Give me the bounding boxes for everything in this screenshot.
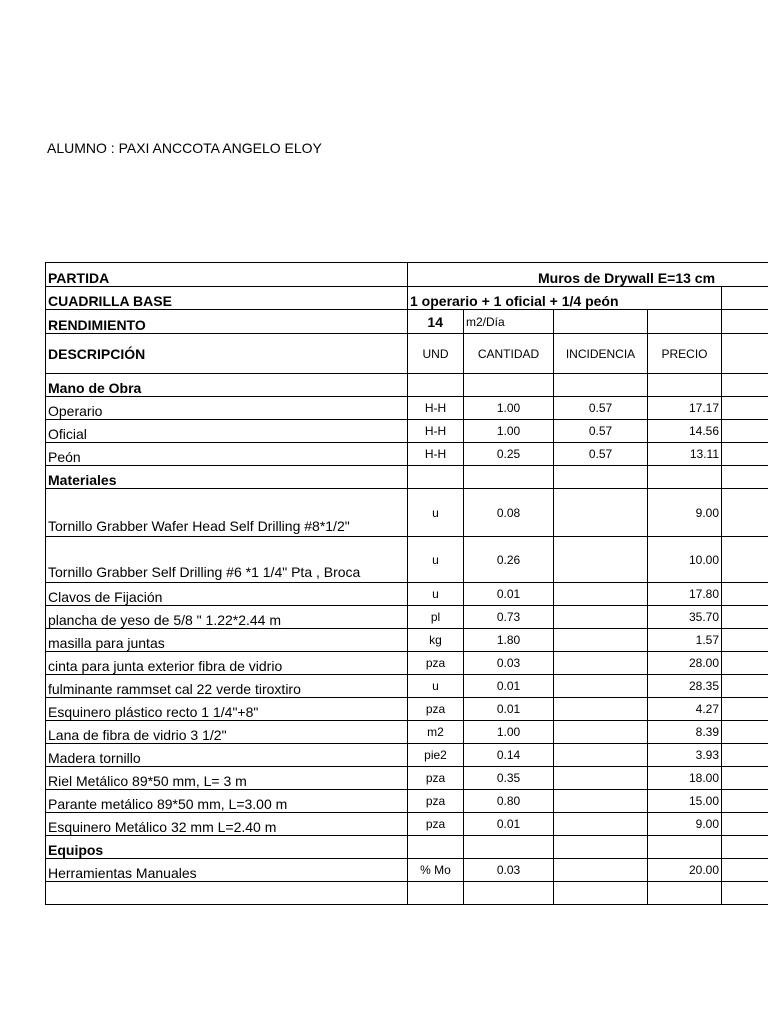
item-price: 17.80 — [648, 583, 722, 606]
item-price: 3.93 — [648, 744, 722, 767]
item-unit: kg — [408, 629, 464, 652]
item-description: Tornillo Grabber Self Drilling #6 *1 1/4" Pta , Broca — [46, 537, 408, 583]
item-incidence — [554, 721, 648, 744]
item-price: 9.00 — [648, 489, 722, 537]
item-incidence: 0.57 — [554, 397, 648, 420]
item-incidence — [554, 790, 648, 813]
item-quantity: 0.73 — [464, 606, 554, 629]
item-price: 28.35 — [648, 675, 722, 698]
section-title: Equipos — [46, 836, 408, 859]
item-quantity: 1.00 — [464, 721, 554, 744]
table-row — [46, 629, 768, 652]
item-unit: u — [408, 675, 464, 698]
item-incidence: 0.57 — [554, 420, 648, 443]
col-und: UND — [408, 334, 464, 374]
item-incidence — [554, 698, 648, 721]
partida-value: Muros de Drywall E=13 cm — [408, 263, 768, 287]
item-description: Oficial — [46, 420, 408, 443]
partida-label: PARTIDA — [46, 263, 408, 287]
col-incidencia: INCIDENCIA — [554, 334, 648, 374]
item-price: 20.00 — [648, 859, 722, 882]
item-quantity: 1.00 — [464, 397, 554, 420]
empty-row — [46, 882, 768, 905]
item-quantity: 0.01 — [464, 675, 554, 698]
item-description: Operario — [46, 397, 408, 420]
item-price: 18.00 — [648, 767, 722, 790]
rendimiento-label: RENDIMIENTO — [46, 310, 408, 334]
item-incidence — [554, 744, 648, 767]
column-header-row — [46, 334, 768, 374]
item-incidence — [554, 813, 648, 836]
item-incidence — [554, 859, 648, 882]
rendimiento-row — [46, 310, 768, 334]
item-incidence — [554, 537, 648, 583]
item-description: Madera tornillo — [46, 744, 408, 767]
table-row — [46, 790, 768, 813]
item-price: 15.00 — [648, 790, 722, 813]
cuadrilla-label: CUADRILLA BASE — [46, 287, 408, 310]
item-unit: pl — [408, 606, 464, 629]
item-price: 8.39 — [648, 721, 722, 744]
item-quantity: 1.00 — [464, 420, 554, 443]
item-quantity: 0.01 — [464, 698, 554, 721]
table-row — [46, 675, 768, 698]
section-title: Materiales — [46, 466, 408, 489]
table-row — [46, 489, 768, 537]
item-description: cinta para junta exterior fibra de vidrio — [46, 652, 408, 675]
item-description: Clavos de Fijación — [46, 583, 408, 606]
item-description: Lana de fibra de vidrio 3 1/2" — [46, 721, 408, 744]
item-unit: H-H — [408, 443, 464, 466]
cuadrilla-value: 1 operario + 1 oficial + 1/4 peón — [408, 287, 722, 310]
table-row — [46, 767, 768, 790]
table-row — [46, 721, 768, 744]
item-price: 28.00 — [648, 652, 722, 675]
item-quantity: 0.01 — [464, 583, 554, 606]
item-quantity: 0.25 — [464, 443, 554, 466]
table-row — [46, 698, 768, 721]
item-unit: m2 — [408, 721, 464, 744]
section-row — [46, 466, 768, 489]
item-description: Tornillo Grabber Wafer Head Self Drilling #8*1/2" — [46, 489, 408, 537]
item-unit: u — [408, 489, 464, 537]
item-price: 1.57 — [648, 629, 722, 652]
table-row — [46, 583, 768, 606]
item-description: Riel Metálico 89*50 mm, L= 3 m — [46, 767, 408, 790]
item-description: fulminante rammset cal 22 verde tiroxtiro — [46, 675, 408, 698]
item-unit: H-H — [408, 397, 464, 420]
item-unit: pza — [408, 767, 464, 790]
item-quantity: 0.35 — [464, 767, 554, 790]
col-descripcion: DESCRIPCIÓN — [46, 334, 408, 374]
table-row — [46, 744, 768, 767]
section-row — [46, 836, 768, 859]
col-precio: PRECIO — [648, 334, 722, 374]
table-row — [46, 606, 768, 629]
rendimiento-unit: m2/Día — [464, 310, 554, 334]
table-row — [46, 420, 768, 443]
item-quantity: 0.08 — [464, 489, 554, 537]
item-quantity: 1.80 — [464, 629, 554, 652]
item-unit: pza — [408, 698, 464, 721]
item-incidence — [554, 489, 648, 537]
table-row — [46, 443, 768, 466]
table-row — [46, 859, 768, 882]
item-quantity: 0.03 — [464, 652, 554, 675]
item-incidence — [554, 652, 648, 675]
item-quantity: 0.80 — [464, 790, 554, 813]
item-description: masilla para juntas — [46, 629, 408, 652]
item-unit: H-H — [408, 420, 464, 443]
cost-analysis-table — [45, 262, 768, 905]
item-incidence — [554, 606, 648, 629]
item-description: Peón — [46, 443, 408, 466]
item-unit: pza — [408, 652, 464, 675]
item-quantity: 0.14 — [464, 744, 554, 767]
item-description: Herramientas Manuales — [46, 859, 408, 882]
item-unit: pza — [408, 790, 464, 813]
item-price: 4.27 — [648, 698, 722, 721]
student-name: ALUMNO : PAXI ANCCOTA ANGELO ELOY — [47, 140, 322, 156]
item-price: 14.56 — [648, 420, 722, 443]
rendimiento-value: 14 — [408, 310, 464, 334]
item-price: 13.11 — [648, 443, 722, 466]
cost-analysis-sheet — [45, 262, 768, 910]
item-incidence: 0.57 — [554, 443, 648, 466]
col-cantidad: CANTIDAD — [464, 334, 554, 374]
item-incidence — [554, 767, 648, 790]
item-unit: u — [408, 537, 464, 583]
item-price: 35.70 — [648, 606, 722, 629]
cuadrilla-row — [46, 287, 768, 310]
item-unit: pza — [408, 813, 464, 836]
table-row — [46, 537, 768, 583]
item-description: Esquinero plástico recto 1 1/4"+8" — [46, 698, 408, 721]
item-description: Esquinero Metálico 32 mm L=2.40 m — [46, 813, 408, 836]
item-description: Parante metálico 89*50 mm, L=3.00 m — [46, 790, 408, 813]
item-incidence — [554, 629, 648, 652]
table-row — [46, 397, 768, 420]
section-row — [46, 374, 768, 397]
item-unit: u — [408, 583, 464, 606]
item-price: 17.17 — [648, 397, 722, 420]
partida-row — [46, 263, 768, 287]
item-price: 10.00 — [648, 537, 722, 583]
item-unit: pie2 — [408, 744, 464, 767]
item-description: plancha de yeso de 5/8 " 1.22*2.44 m — [46, 606, 408, 629]
section-title: Mano de Obra — [46, 374, 408, 397]
item-quantity: 0.03 — [464, 859, 554, 882]
table-row — [46, 652, 768, 675]
item-unit: % Mo — [408, 859, 464, 882]
item-incidence — [554, 675, 648, 698]
item-price: 9.00 — [648, 813, 722, 836]
item-incidence — [554, 583, 648, 606]
item-quantity: 0.01 — [464, 813, 554, 836]
item-quantity: 0.26 — [464, 537, 554, 583]
table-row — [46, 813, 768, 836]
